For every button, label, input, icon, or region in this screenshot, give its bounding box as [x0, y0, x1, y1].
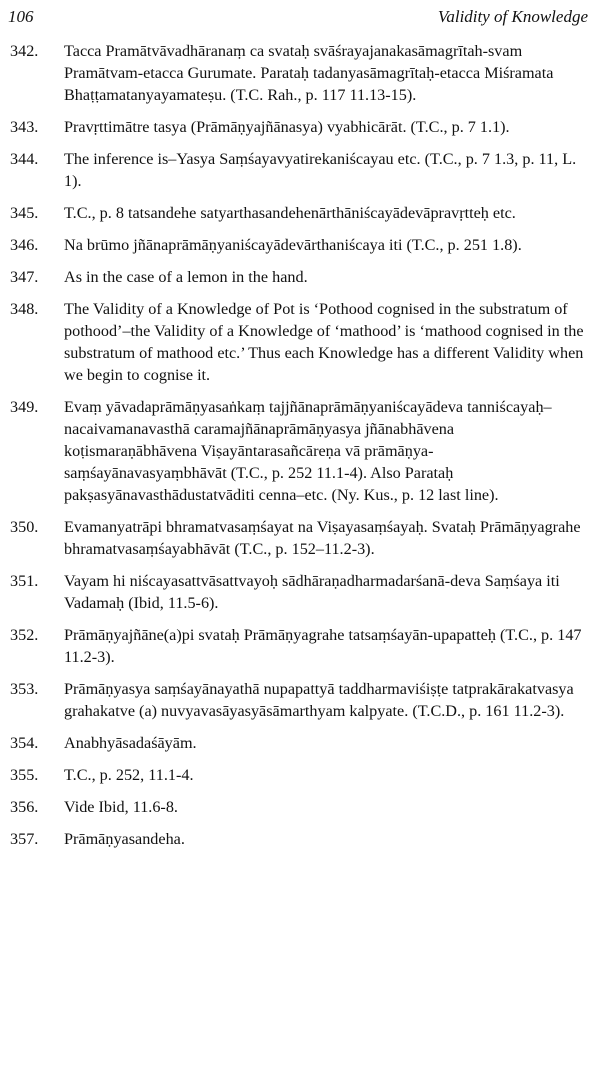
endnote: [8, 828, 588, 850]
endnote-text: Evaṃ yāvadaprāmāṇyasaṅkaṃ tajjñānaprāmāṇyaniścayādeva tanniścayaḥ–nacaivamanavasthā caramajñānaprāmāṇyasya jñānabhāvena koṭismaraṇābhāvena Viṣayāntarasañcāreṇa vā prāmāṇya-saṃśayānavasyaṃbhāvāt (T.C., p. 252 11.1-4). Also Parataḥ pakṣasyānavasthādustatvāditi cenna–etc. (Ny. Kus., p. 12 last line).: [64, 398, 552, 504]
endnote-text: Vide Ibid, 11.6-8.: [64, 798, 178, 816]
endnote-number: 351.: [10, 572, 39, 590]
running-head: [8, 6, 588, 28]
endnote-number: 350.: [10, 518, 39, 536]
endnote-number: 357.: [10, 830, 39, 848]
endnote: [8, 148, 588, 192]
endnote-number: 347.: [10, 268, 39, 286]
running-title: Validity of Knowledge: [437, 7, 588, 26]
endnote: [8, 266, 588, 288]
endnote: [8, 116, 588, 138]
endnote: [8, 298, 588, 386]
endnote-number: 342.: [10, 42, 39, 60]
endnote-number: 354.: [10, 734, 39, 752]
endnote: [8, 764, 588, 786]
endnote: [8, 234, 588, 256]
endnote-text: Tacca Pramātvāvadhāranaṃ ca svataḥ svāśrayajanakasāmagrītah-svam Pramātvam-etacca Gurumate. Parataḥ tadanyasāmagrītaḥ-etacca Miśramata Bhaṭṭamatanyayamateṣu. (T.C. Rah., p. 117 11.13-15).: [64, 42, 554, 104]
endnote: [8, 796, 588, 818]
endnote: [8, 202, 588, 224]
endnote-number: 346.: [10, 236, 39, 254]
endnote-text: T.C., p. 8 tatsandehe satyarthasandehenārthāniścayādevāpravṛtteḥ etc.: [64, 204, 516, 222]
endnote-text: The inference is–Yasya Saṃśayavyatirekaniścayau etc. (T.C., p. 7 1.3, p. 11, L. 1).: [64, 150, 577, 190]
endnote-text: The Validity of a Knowledge of Pot is ‘Pothood cognised in the substratum of pothood’–the Validity of a Knowledge of ‘mathood’ is ‘mathood cognised in the substratum of mathood etc.’ Thus each Knowledge has a different Validity when we begin to cognise it.: [64, 300, 584, 384]
endnote-text: Prāmāṇyasya saṃśayānayathā nupapattyā taddharmaviśiṣṭe tatprakārakatvasya grahakatve (a) nuvyavasāyasyāsāmarthyam kalpyate. (T.C.D., p. 161 11.2-3).: [64, 680, 574, 720]
endnote: [8, 570, 588, 614]
endnote-text: Na brūmo jñānaprāmāṇyaniścayādevārthaniścaya iti (T.C., p. 251 1.8).: [64, 236, 522, 254]
endnote-text: T.C., p. 252, 11.1-4.: [64, 766, 194, 784]
endnote-number: 353.: [10, 680, 39, 698]
endnote: [8, 624, 588, 668]
endnote: [8, 732, 588, 754]
endnote-number: 356.: [10, 798, 39, 816]
endnote-number: 345.: [10, 204, 39, 222]
endnotes-list: [8, 40, 588, 850]
endnote-number: 343.: [10, 118, 39, 136]
page-number: 106: [8, 7, 34, 26]
endnote-number: 348.: [10, 300, 39, 318]
endnote-text: As in the case of a lemon in the hand.: [64, 268, 308, 286]
endnote: [8, 516, 588, 560]
endnote: [8, 40, 588, 106]
endnote-text: Anabhyāsadaśāyām.: [64, 734, 197, 752]
endnote-text: Evamanyatrāpi bhramatvasaṃśayat na Viṣayasaṃśayaḥ. Svataḥ Prāmāṇyagrahe bhramatvasaṃśayabhāvāt (T.C., p. 152–11.2-3).: [64, 518, 581, 558]
endnote-text: Prāmāṇyajñāne(a)pi svataḥ Prāmāṇyagrahe tatsaṃśayān-upapatteḥ (T.C., p. 147 11.2-3).: [64, 626, 582, 666]
endnote-number: 352.: [10, 626, 39, 644]
endnote-text: Vayam hi niścayasattvāsattvayoḥ sādhāraṇadharmadarśanā-deva Saṃśaya iti Vadamaḥ (Ibid, 11.5-6).: [64, 572, 560, 612]
endnote-text: Prāmāṇyasandeha.: [64, 830, 185, 848]
endnote-number: 349.: [10, 398, 39, 416]
endnote-number: 355.: [10, 766, 39, 784]
endnote-number: 344.: [10, 150, 39, 168]
endnote: [8, 678, 588, 722]
endnote-text: Pravṛttimātre tasya (Prāmāṇyajñānasya) vyabhicārāt. (T.C., p. 7 1.1).: [64, 118, 510, 136]
endnote: [8, 396, 588, 506]
